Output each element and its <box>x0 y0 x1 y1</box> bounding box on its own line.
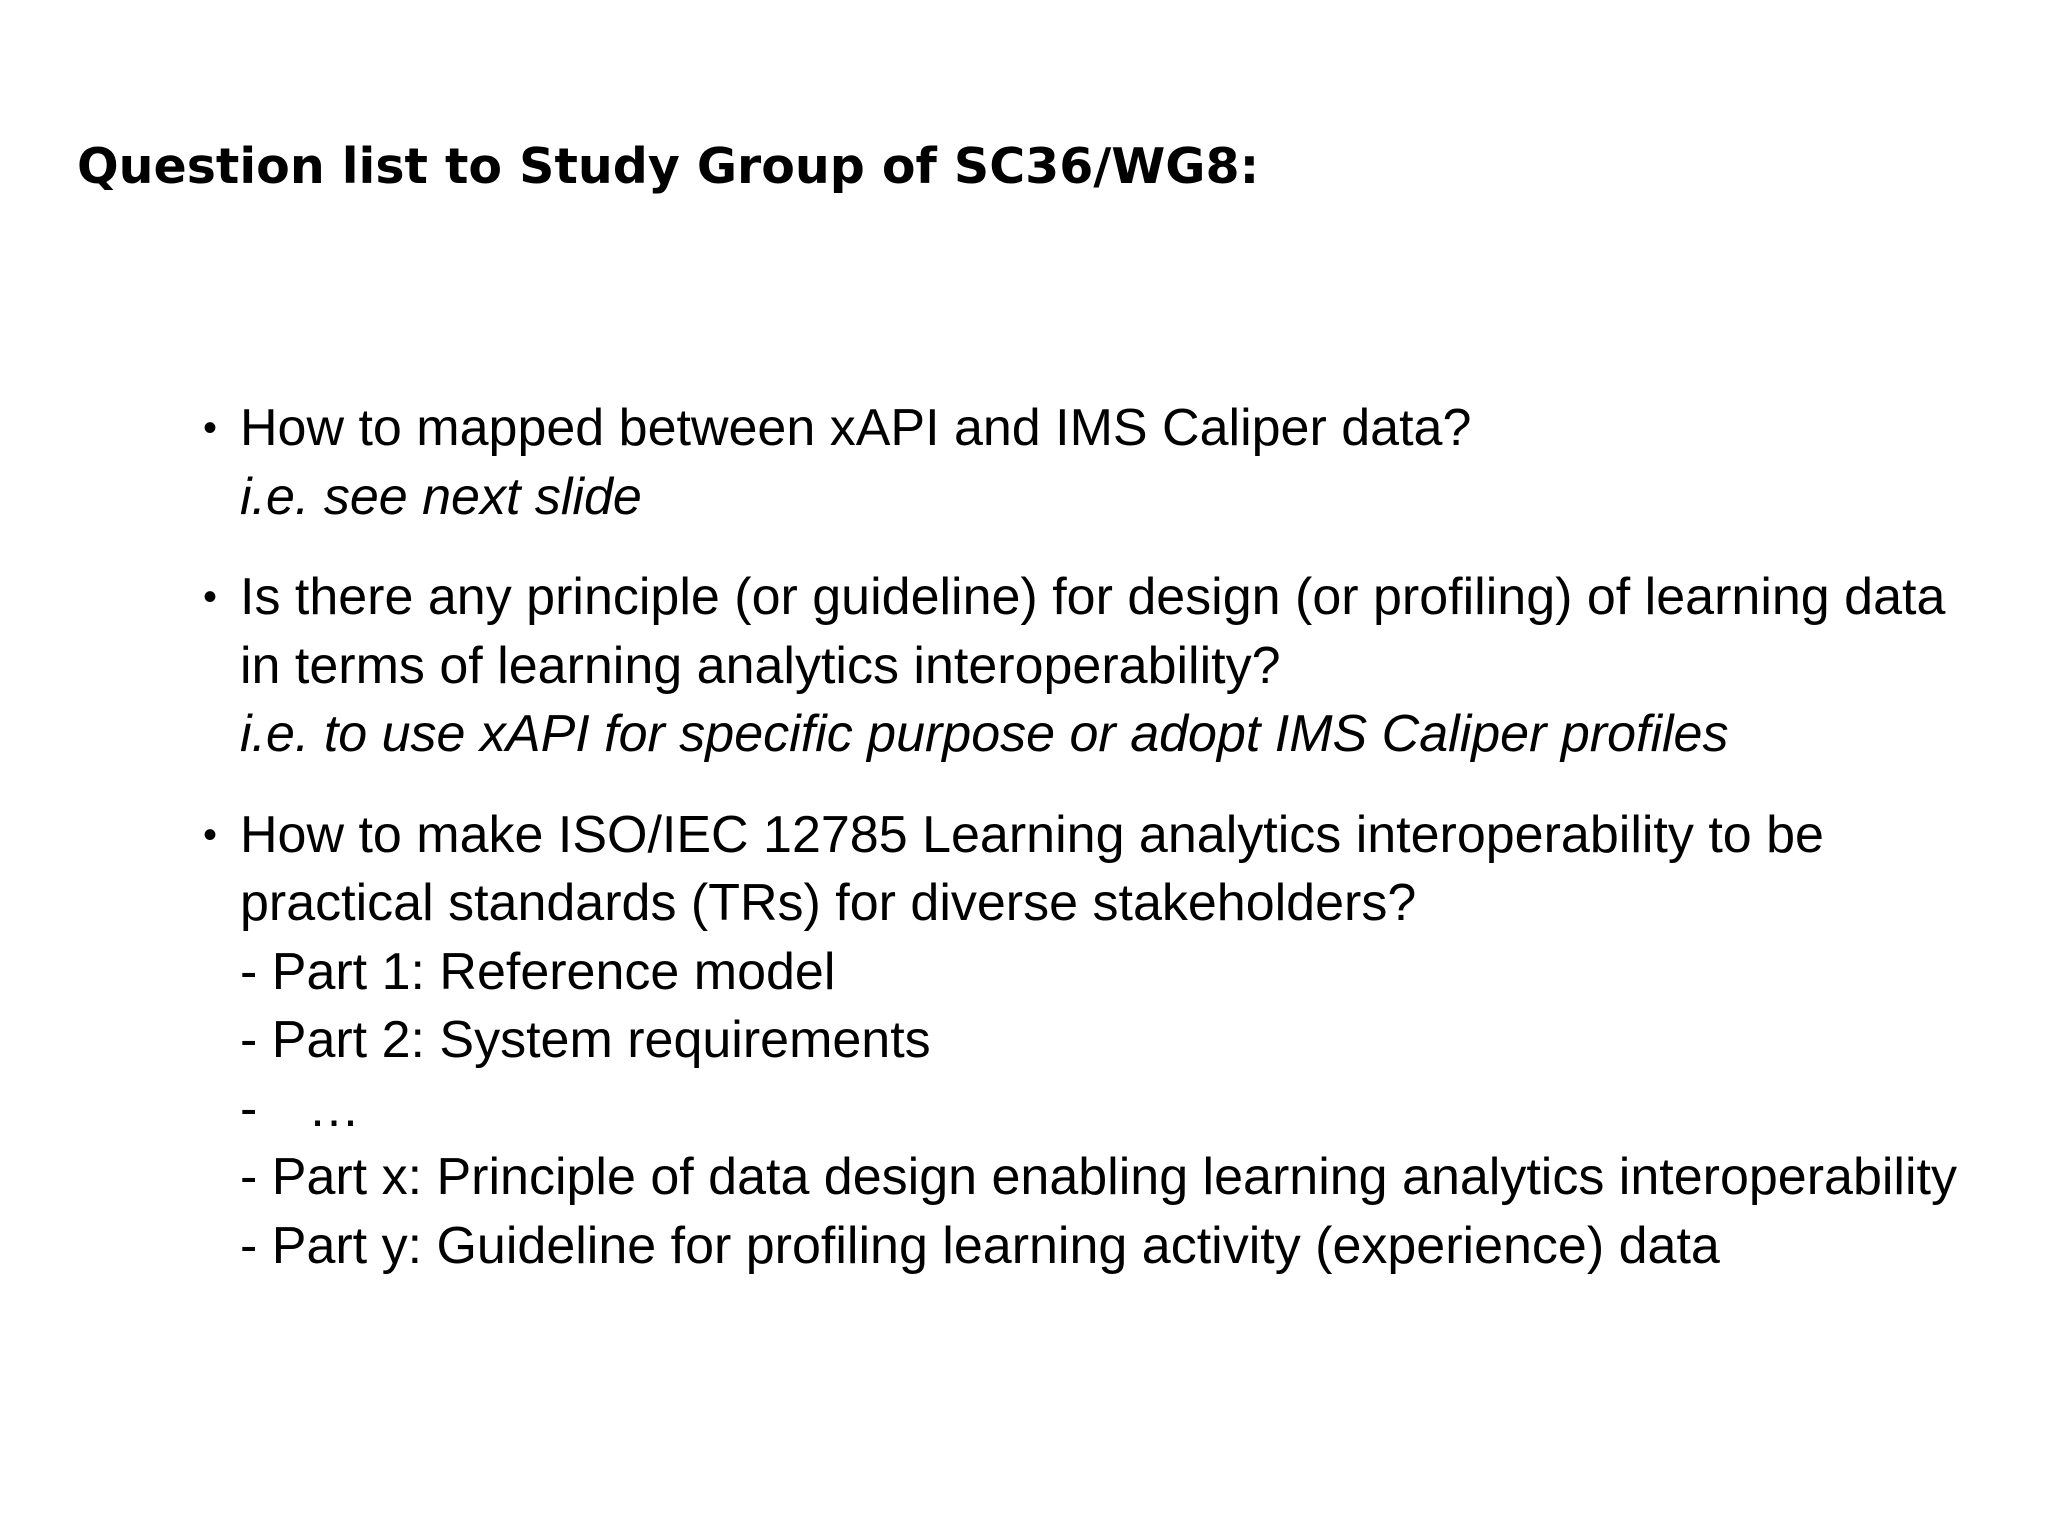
question-1-note: i.e. see next slide <box>240 467 642 526</box>
question-3-text-line-2: practical standards (TRs) for diverse stakeholders? <box>240 874 1417 932</box>
question-2-text-line-1: Is there any principle (or guideline) for design (or profiling) of learning data <box>240 568 1946 626</box>
part-item-2: - Part 2: System requirements <box>240 1011 931 1069</box>
ellipsis-text: … <box>308 1079 360 1138</box>
question-1-text: How to mapped between xAPI and IMS Caliper data? <box>240 399 1472 457</box>
part-item-y: - Part y: Guideline for profiling learning activity (experience) data <box>240 1216 1720 1275</box>
bullet-icon: • <box>203 406 218 450</box>
slide-title: Question list to Study Group of SC36/WG8: <box>77 138 1260 195</box>
part-item-1: - Part 1: Reference model <box>240 942 836 1001</box>
part-item-x: - Part x: Principle of data design enabling learning analytics interoperability <box>240 1148 1957 1206</box>
question-2-text-line-2: in terms of learning analytics interoperability? <box>240 636 1281 695</box>
question-3-text-line-1: How to make ISO/IEC 12785 Learning analytics interoperability to be <box>240 805 1824 864</box>
question-list <box>203 394 1993 1312</box>
ellipsis-dash: - <box>240 1079 258 1138</box>
bullet-icon: • <box>203 575 218 619</box>
question-item-3 <box>203 801 1993 1281</box>
part-ellipsis <box>240 1075 1993 1144</box>
question-item-2 <box>203 563 1993 769</box>
question-2-note: i.e. to use xAPI for specific purpose or adopt IMS Caliper profiles <box>240 705 1729 763</box>
question-item-1 <box>203 394 1993 531</box>
bullet-icon: • <box>203 812 218 857</box>
